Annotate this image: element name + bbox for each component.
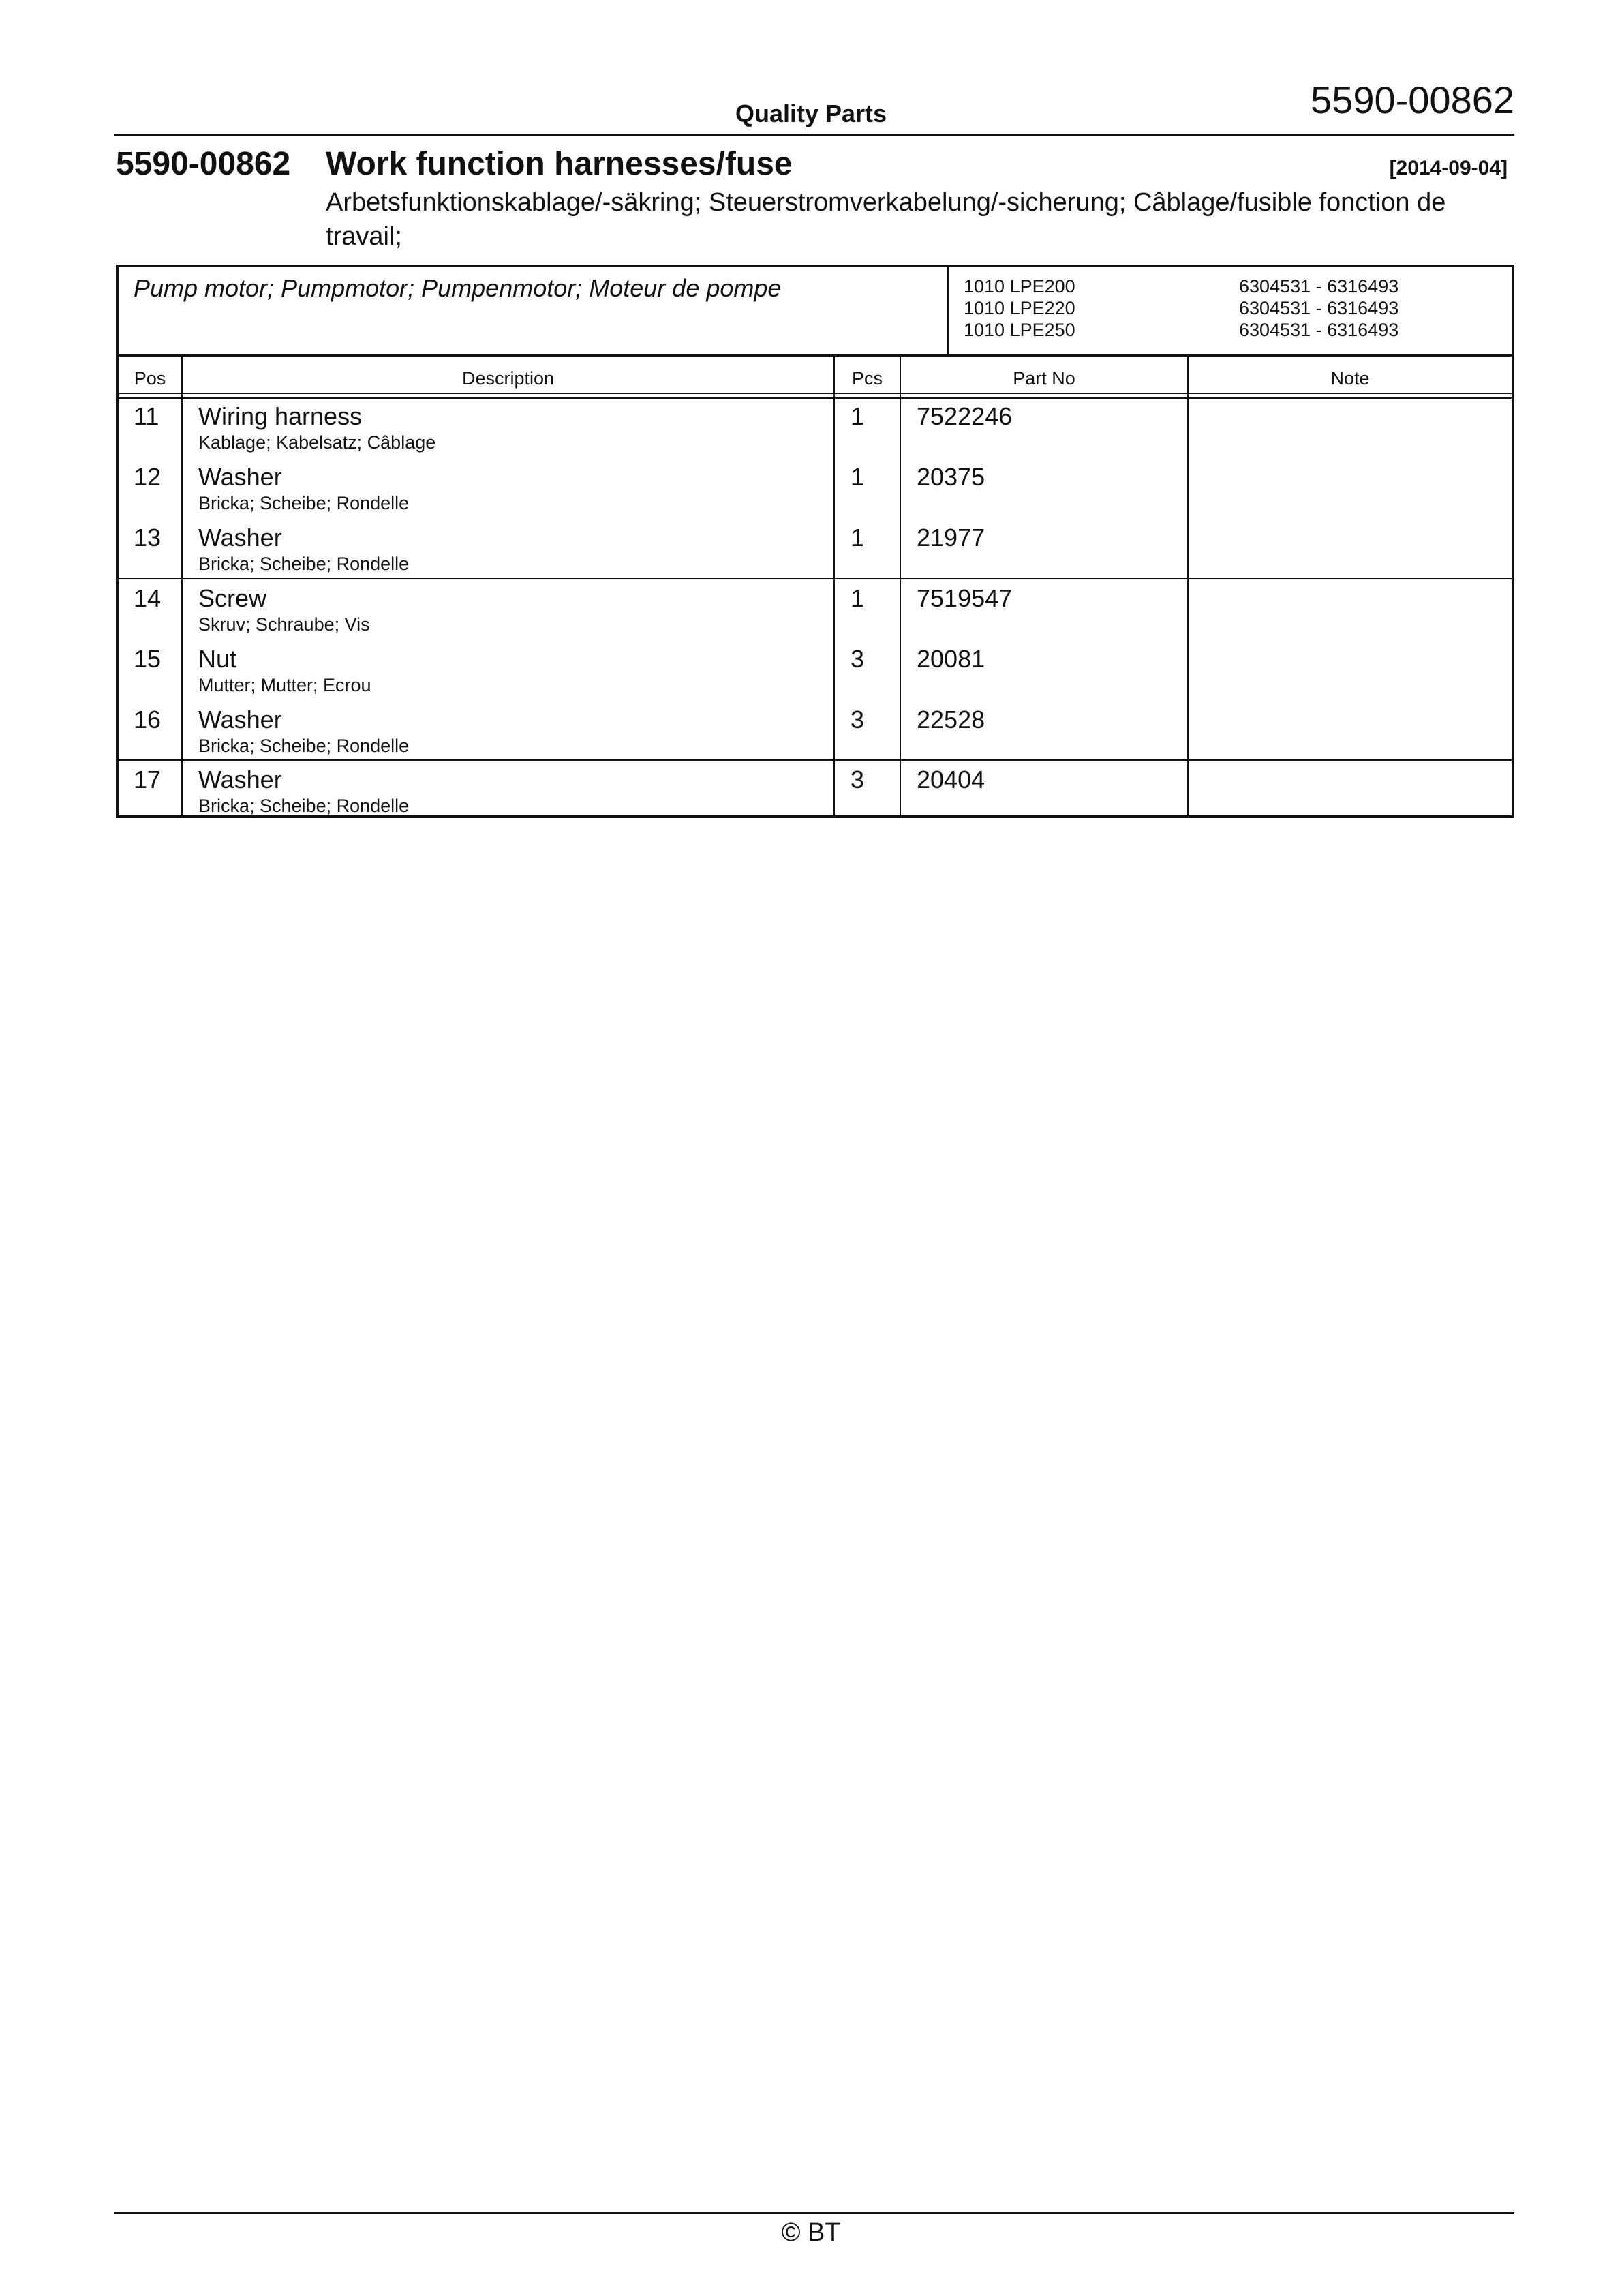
row-pos: 14 bbox=[134, 584, 162, 612]
row-pos: 17 bbox=[134, 766, 162, 794]
section-date: [2014-09-04] bbox=[1389, 157, 1508, 179]
col-header-pos: Pos bbox=[134, 368, 166, 389]
model-2: 1010 LPE220 bbox=[964, 298, 1075, 318]
header-divider bbox=[114, 134, 1514, 136]
row-part-no: 21977 bbox=[917, 524, 985, 552]
row-pcs: 1 bbox=[851, 524, 865, 552]
row-pos: 13 bbox=[134, 524, 162, 552]
group-divider bbox=[119, 578, 1512, 579]
row-translations: Bricka; Scheibe; Rondelle bbox=[198, 796, 410, 816]
row-pcs: 1 bbox=[851, 463, 865, 491]
row-name: Washer bbox=[198, 463, 282, 491]
row-name: Washer bbox=[198, 524, 282, 552]
row-translations: Skruv; Schraube; Vis bbox=[198, 614, 370, 635]
footer-copyright: © BT bbox=[781, 2218, 841, 2247]
row-pcs: 1 bbox=[851, 584, 865, 612]
row-translations: Mutter; Mutter; Ecrou bbox=[198, 675, 371, 695]
row-translations: Bricka; Scheibe; Rondelle bbox=[198, 554, 410, 574]
row-pos: 12 bbox=[134, 463, 162, 491]
row-pcs: 3 bbox=[851, 766, 865, 794]
row-translations: Kablage; Kabelsatz; Câblage bbox=[198, 432, 436, 453]
component-name: Pump motor; Pumpmotor; Pumpenmotor; Moteur de pompe bbox=[134, 274, 782, 302]
col-separator bbox=[900, 357, 901, 815]
info-bottom-rule bbox=[119, 354, 1512, 357]
col-header-part-no: Part No bbox=[1013, 368, 1075, 389]
section-number: 5590-00862 bbox=[116, 146, 291, 182]
row-pcs: 3 bbox=[851, 706, 865, 734]
header-rule bbox=[119, 393, 1512, 394]
row-name: Wiring harness bbox=[198, 402, 363, 430]
row-pos: 16 bbox=[134, 706, 162, 734]
row-part-no: 7522246 bbox=[917, 402, 1013, 430]
header-rule bbox=[119, 397, 1512, 399]
row-name: Screw bbox=[198, 584, 267, 612]
row-name: Nut bbox=[198, 645, 237, 673]
row-part-no: 22528 bbox=[917, 706, 985, 734]
footer-divider bbox=[114, 2212, 1514, 2214]
model-1: 1010 LPE200 bbox=[964, 276, 1075, 297]
row-pos: 11 bbox=[134, 402, 159, 430]
info-divider bbox=[947, 267, 949, 354]
col-header-description: Description bbox=[461, 368, 555, 389]
group-divider bbox=[119, 759, 1512, 761]
row-translations: Bricka; Scheibe; Rondelle bbox=[198, 736, 410, 756]
row-pos: 15 bbox=[134, 645, 162, 673]
row-translations: Bricka; Scheibe; Rondelle bbox=[198, 493, 410, 513]
row-part-no: 20375 bbox=[917, 463, 985, 491]
col-separator bbox=[1187, 357, 1189, 815]
section-title: Work function harnesses/fuse bbox=[326, 146, 793, 182]
row-part-no: 20404 bbox=[917, 766, 985, 794]
col-separator bbox=[833, 357, 835, 815]
col-separator bbox=[181, 357, 183, 815]
model-3: 1010 LPE250 bbox=[964, 320, 1075, 340]
row-pcs: 1 bbox=[851, 402, 865, 430]
row-part-no: 20081 bbox=[917, 645, 985, 673]
row-name: Washer bbox=[198, 706, 282, 734]
row-name: Washer bbox=[198, 766, 282, 794]
header-doc-number: 5590-00862 bbox=[1311, 78, 1514, 121]
row-pcs: 3 bbox=[851, 645, 865, 673]
col-header-note: Note bbox=[1330, 368, 1370, 389]
row-part-no: 7519547 bbox=[917, 584, 1013, 612]
serial-range-2: 6304531 - 6316493 bbox=[1239, 298, 1399, 318]
serial-range-1: 6304531 - 6316493 bbox=[1239, 276, 1399, 297]
header-title: Quality Parts bbox=[735, 100, 887, 127]
col-header-pcs: Pcs bbox=[851, 368, 883, 389]
section-translations: Arbetsfunktionskablage/-säkring; Steuerstromverkabelung/-sicherung; Câblage/fusible fonction de travail; bbox=[326, 188, 1446, 251]
serial-range-3: 6304531 - 6316493 bbox=[1239, 320, 1399, 340]
